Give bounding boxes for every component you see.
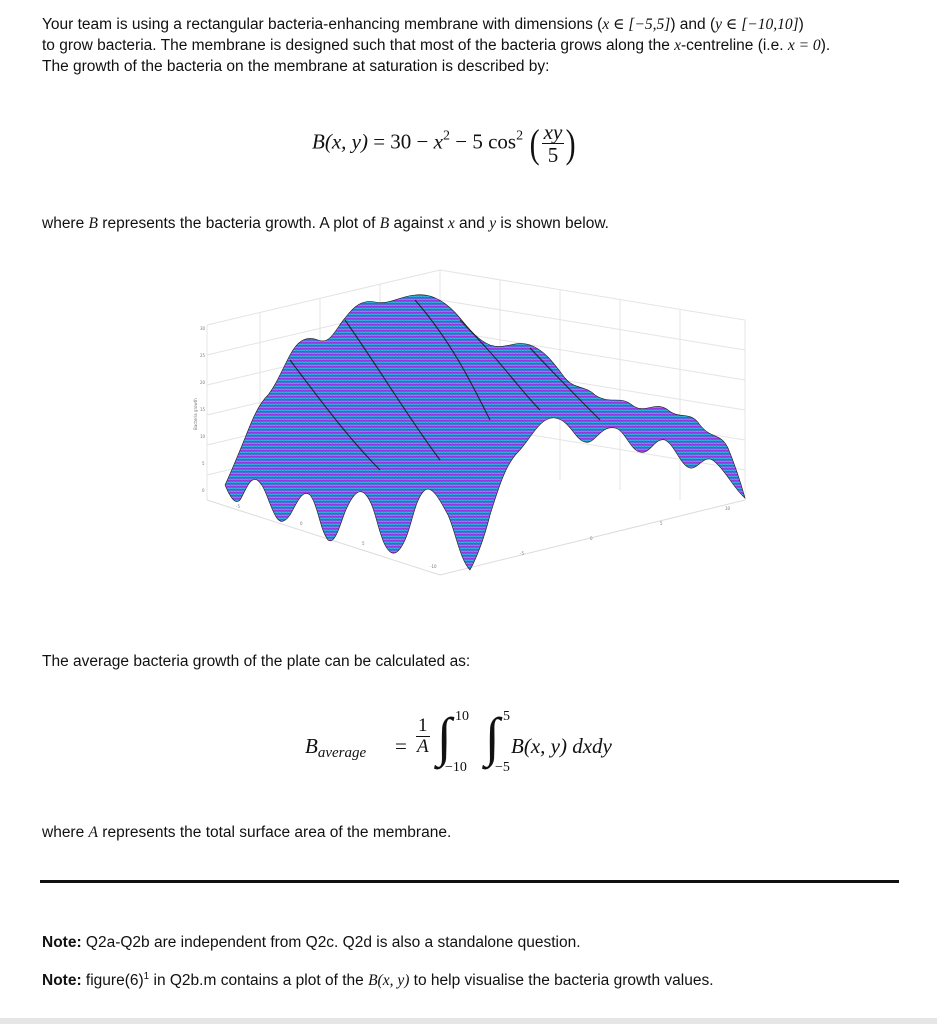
surface-body [225, 295, 745, 570]
svg-text:30: 30 [200, 326, 206, 331]
svg-text:10: 10 [200, 434, 206, 439]
x-domain: x ∈ [−5,5] [602, 16, 671, 33]
z-axis [193, 326, 206, 493]
svg-text:25: 25 [200, 353, 206, 358]
svg-text:15: 15 [200, 407, 206, 412]
average-formula: $B_{average}$ = $\frac{1}{A}$ ∫ 10 −10 ∫ 5 −5 B(x, y) dxdy [305, 707, 612, 775]
svg-text:5: 5 [202, 461, 205, 466]
svg-text:5: 5 [362, 541, 365, 546]
inner-integral-sign: ∫ [485, 707, 500, 767]
note-1: Note: Q2a-Q2b are independent from Q2c. Q2d is also a standalone question. [42, 934, 581, 951]
average-text: The average bacteria growth of the plate can be calculated as: [42, 653, 471, 670]
svg-text:0: 0 [300, 521, 303, 526]
svg-text:0: 0 [590, 536, 593, 541]
where-a-text: where A represents the total surface area of the membrane. [42, 824, 452, 841]
svg-text:Bacteria growth: Bacteria growth [193, 398, 198, 430]
svg-text:20: 20 [200, 380, 206, 385]
outer-integral-sign: ∫ [437, 707, 452, 767]
y-domain: y ∈ [−10,10] [715, 16, 799, 33]
page-bottom-bar [0, 1018, 937, 1024]
svg-text:-5: -5 [236, 504, 240, 509]
where-b-text: where B represents the bacteria growth. A plot of B against x and y is shown below. [42, 215, 609, 232]
section-divider [40, 880, 899, 883]
growth-formula: B(x, $y) = 30 - x^2 - 5$ $\cos^2$ ( $\frac{xy}{5}$ ) [312, 119, 576, 167]
svg-text:0: 0 [202, 488, 205, 493]
svg-text:10: 10 [725, 506, 731, 511]
note-2: Note: $figure(6)^1$ in Q2b.m contains a plot of the B(x, y) to help visualise the bacteria growth values. [42, 971, 714, 989]
svg-text:-5: -5 [520, 551, 524, 556]
svg-text:-10: -10 [430, 564, 437, 569]
intro-paragraph: Your team is using a rectangular bacteria-enhancing membrane with dimensions (x ∈ [−5,5]) and (y ∈ [−10,10]) to grow bacteria. The membrane is designed such that most of the bacteria grows along the x-centreline (i.e. x = 0). The growth of the bacteria on the membrane at saturation is described by: [42, 16, 831, 75]
xy-over-5-fraction: $\frac{xy}{5}$ [543, 119, 563, 167]
svg-text:5: 5 [660, 521, 663, 526]
one-over-a-fraction: $\frac{1}{A}$ [416, 715, 429, 757]
